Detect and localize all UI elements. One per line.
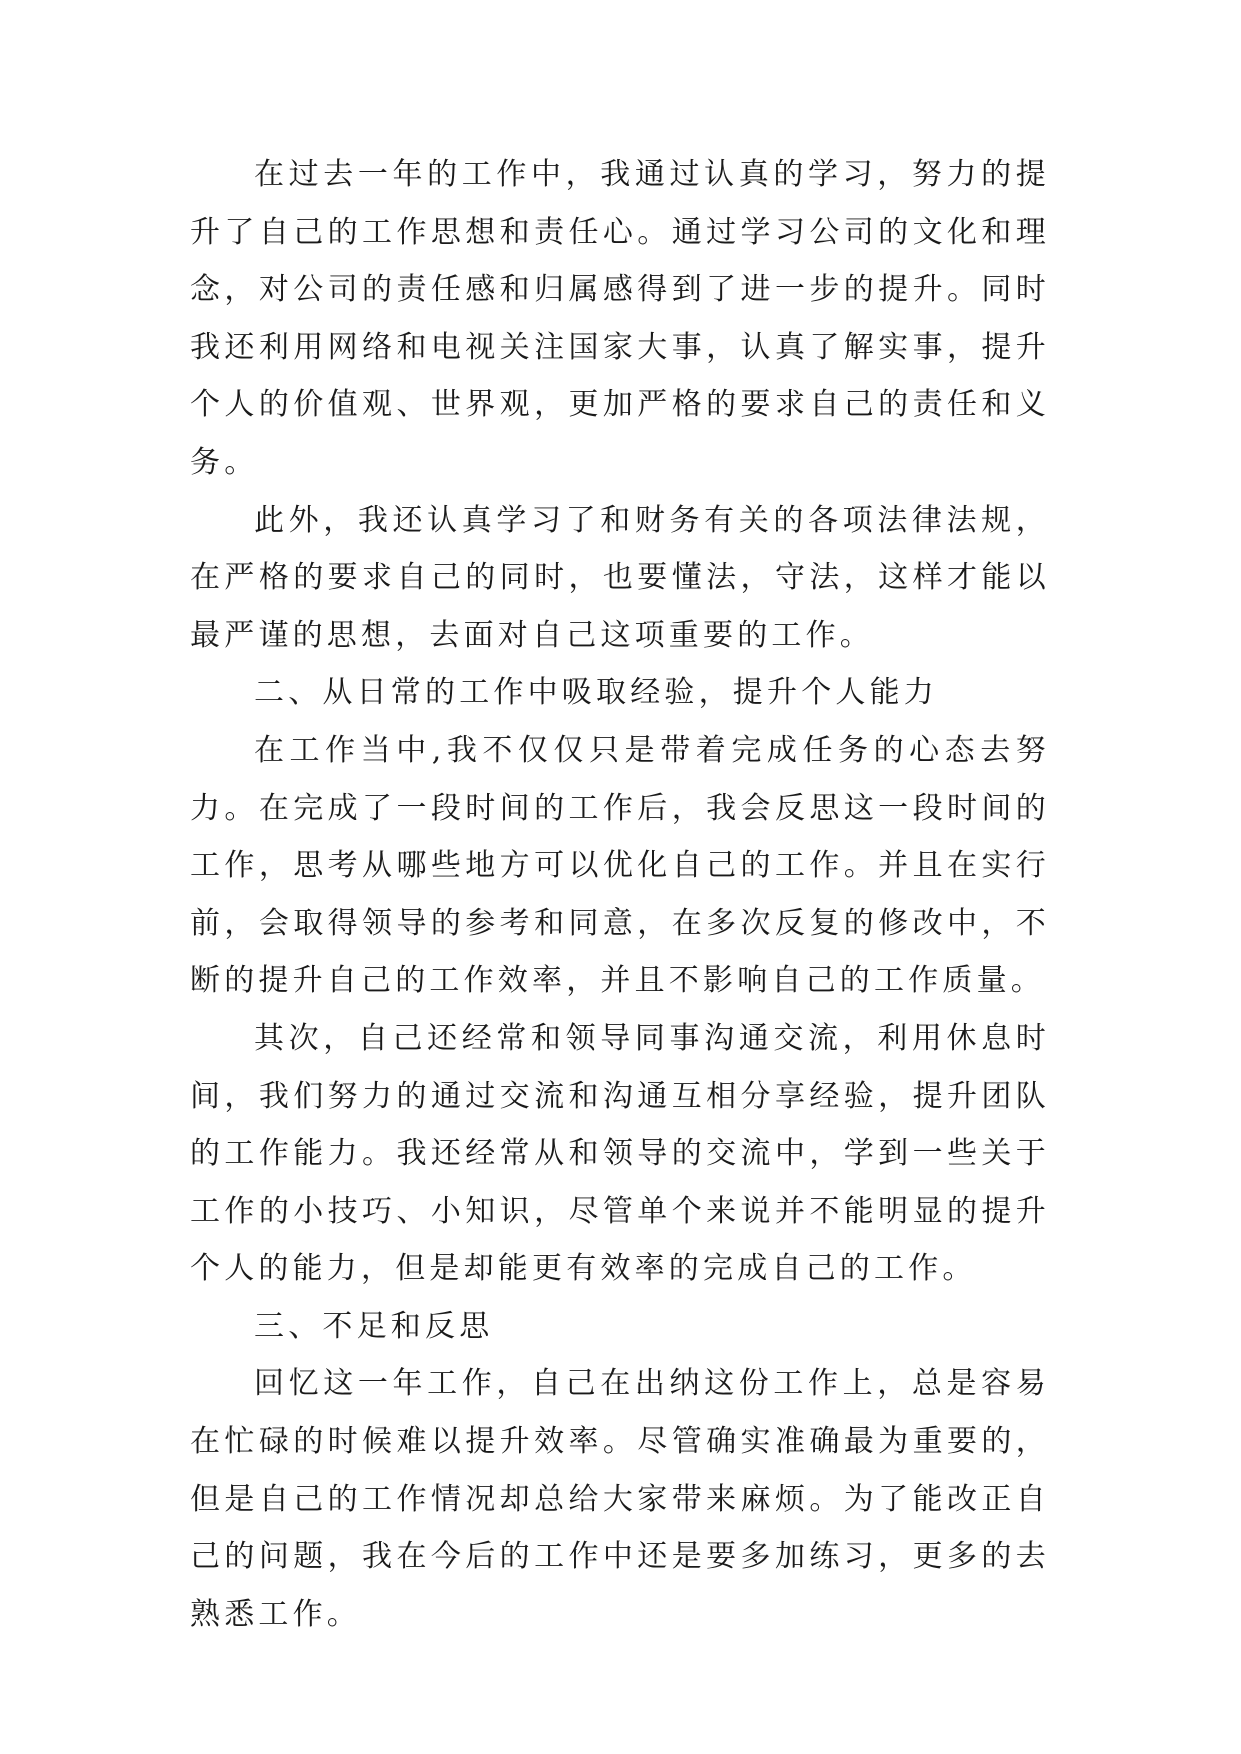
paragraph-laws-regulations: 此外，我还认真学习了和财务有关的各项法律法规，在严格的要求自己的同时，也要懂法，守法，这样才能以最严谨的思想，去面对自己这项重要的工作。: [190, 502, 1050, 653]
section-heading-shortcomings: 三、不足和反思: [254, 1308, 494, 1344]
paragraph-study-growth: 在过去一年的工作中，我通过认真的学习，努力的提升了自己的工作思想和责任心。通过学习公司的文化和理念，对公司的责任感和归属感得到了进一步的提升。同时我还利用网络和电视关注国家大事，认真了解实事，提升个人的价值观、世界观，更加严格的要求自己的责任和义务。: [190, 157, 1050, 480]
paragraph-work-reflection: 在工作当中,我不仅仅只是带着完成任务的心态去努力。在完成了一段时间的工作后，我会反思这一段时间的工作，思考从哪些地方可以优化自己的工作。并且在实行前，会取得领导的参考和同意，在多次反复的修改中，不断的提升自己的工作效率，并且不影响自己的工作质量。: [190, 732, 1050, 999]
document-body: [190, 146, 1050, 1643]
paragraph-team-communication: 其次，自己还经常和领导同事沟通交流，利用休息时间，我们努力的通过交流和沟通互相分享经验，提升团队的工作能力。我还经常从和领导的交流中，学到一些关于工作的小技巧、小知识，尽管单个来说并不能明显的提升个人的能力，但是却能更有效率的完成自己的工作。: [190, 1020, 1050, 1287]
section-heading-experience: 二、从日常的工作中吸取经验，提升个人能力: [254, 675, 938, 711]
paragraph-improvement: 回忆这一年工作，自己在出纳这份工作上，总是容易在忙碌的时候难以提升效率。尽管确实准确最为重要的，但是自己的工作情况却总给大家带来麻烦。为了能改正自己的问题，我在今后的工作中还是要多加练习，更多的去熟悉工作。: [190, 1366, 1050, 1632]
